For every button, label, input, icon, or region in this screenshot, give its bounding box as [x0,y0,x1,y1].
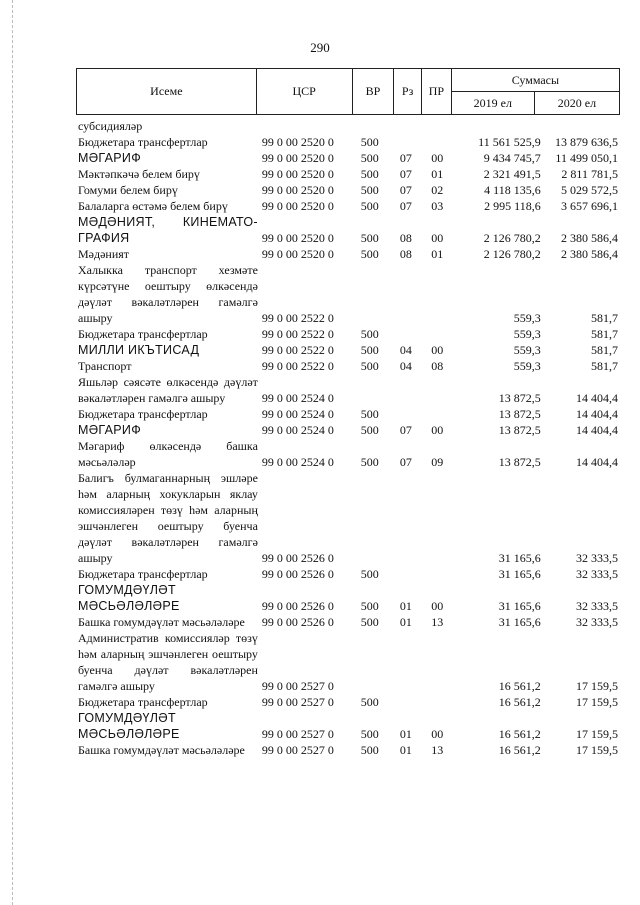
row-vr-code: 500 [360,567,379,581]
row-name: Транспорт [78,359,132,373]
row-sum-2019: 559,3 [513,359,541,373]
table-row [78,614,618,630]
row-sum-2019: 9 434 745,7 [483,151,541,165]
row-name: Башка гомумдәүләт мәсьәләләре [78,743,245,757]
row-vr-code: 500 [360,199,379,213]
table-row [78,710,618,742]
row-pr-code: 00 [431,343,444,357]
row-csr-code: 99 0 00 2526 0 [261,615,334,629]
row-rz-code: 01 [399,599,412,613]
row-name: Мәдәният [78,247,130,261]
header-rz: Рз [394,69,422,115]
row-sum-2019: 2 126 780,2 [483,231,541,245]
row-rz-code: 07 [399,423,412,437]
row-vr-code: 500 [360,167,379,181]
row-sum-2020: 3 657 696,1 [560,199,618,213]
row-rz-code: 08 [399,231,412,245]
row-sum-2019: 2 321 491,5 [483,167,541,181]
row-sum-2019: 16 561,2 [498,743,541,757]
row-vr-code: 500 [360,695,379,709]
row-sum-2020: 581,7 [590,327,618,341]
row-vr-code: 500 [360,247,379,261]
row-pr-code: 01 [431,247,444,261]
row-pr-code: 13 [431,743,444,757]
row-csr-code: 99 0 00 2522 0 [261,327,334,341]
table-row [78,214,618,246]
row-sum-2019: 13 872,5 [498,391,541,405]
row-sum-2020: 14 404,4 [575,455,618,469]
header-csr: ЦСР [256,69,352,115]
row-vr-code: 500 [360,151,379,165]
row-vr-code: 500 [360,407,379,421]
row-csr-code: 99 0 00 2522 0 [261,311,334,325]
table-row [78,566,618,582]
table-row [78,150,618,166]
row-csr-code: 99 0 00 2526 0 [261,599,334,613]
header-vr: ВР [352,69,394,115]
row-name: Бюджетара трансфертлар [78,407,208,421]
row-pr-code: 00 [431,231,444,245]
row-vr-code: 500 [360,343,379,357]
row-sum-2020: 17 159,5 [575,743,618,757]
row-sum-2020: 32 333,5 [575,599,618,613]
row-sum-2020: 581,7 [590,343,618,357]
row-csr-code: 99 0 00 2527 0 [261,695,334,709]
row-rz-code: 07 [399,455,412,469]
row-rz-code: 07 [399,151,412,165]
row-name: Яшьләр сәясәте өлкәсендә дәүләт вәкаләтләрен гамәлгә ашыру [78,375,258,405]
row-pr-code: 00 [431,599,444,613]
row-name: Гомуми белем бирү [78,183,178,197]
row-name: МИЛЛИ ИКЪТИСАД [78,343,200,357]
table-header [76,68,620,115]
row-pr-code: 03 [431,199,444,213]
row-sum-2020: 2 811 781,5 [561,167,618,181]
table-row [78,246,618,262]
row-rz-code: 01 [399,615,412,629]
row-pr-code: 08 [431,359,444,373]
table-row [78,182,618,198]
row-sum-2019: 16 561,2 [498,727,541,741]
row-csr-code: 99 0 00 2520 0 [261,151,334,165]
row-pr-code: 00 [431,151,444,165]
row-sum-2019: 11 561 525,9 [478,135,541,149]
row-sum-2019: 13 872,5 [498,407,541,421]
row-pr-code: 00 [431,727,444,741]
row-sum-2020: 14 404,4 [575,423,618,437]
row-vr-code: 500 [360,359,379,373]
row-name: Башка гомумдәүләт мәсьәләләре [78,615,245,629]
row-csr-code: 99 0 00 2527 0 [261,727,334,741]
row-name: Бюджетара трансфертлар [78,327,208,341]
table-row [78,742,618,758]
row-sum-2020: 2 380 586,4 [560,231,618,245]
table-row [78,694,618,710]
row-csr-code: 99 0 00 2524 0 [261,407,334,421]
row-name: Мәгариф өлкәсендә башка мәсьәләләр [78,439,258,469]
header-year-2019: 2019 ел [451,92,534,115]
row-sum-2019: 559,3 [513,327,541,341]
page-number: 290 [310,40,330,55]
row-vr-code: 500 [360,743,379,757]
table-row [78,406,618,422]
row-sum-2019: 2 126 780,2 [483,247,541,261]
row-sum-2019: 2 995 118,6 [484,199,541,213]
row-sum-2019: 13 872,5 [498,455,541,469]
row-sum-2020: 17 159,5 [575,727,618,741]
row-csr-code: 99 0 00 2524 0 [261,423,334,437]
row-vr-code: 500 [360,327,379,341]
table-row [78,358,618,374]
row-csr-code: 99 0 00 2520 0 [261,135,334,149]
row-name: ГОМУМДӘҮЛӘТ МӘСЬӘЛӘЛӘРЕ [78,583,180,613]
table-row [78,630,618,694]
row-vr-code: 500 [360,183,379,197]
header-year-2020: 2020 ел [534,92,619,115]
row-sum-2020: 17 159,5 [575,679,618,693]
row-sum-2019: 559,3 [513,343,541,357]
table-row [78,422,618,438]
row-name: МӘГАРИФ [78,151,142,165]
row-sum-2019: 31 165,6 [498,567,541,581]
row-sum-2020: 32 333,5 [575,615,618,629]
row-name: Административ комиссияләр төзү һәм аларның эшчәнлеген оештыру буенча дәүләт вәкаләтләрен гамәлгә ашыру [78,631,258,693]
row-vr-code: 500 [360,135,379,149]
row-sum-2019: 13 872,5 [498,423,541,437]
row-sum-2019: 559,3 [513,311,541,325]
row-name: МӘДӘНИЯТ, КИНЕМАТО-ГРАФИЯ [78,215,258,245]
table-row [78,342,618,358]
row-vr-code: 500 [360,231,379,245]
row-rz-code: 01 [399,727,412,741]
row-csr-code: 99 0 00 2526 0 [261,567,334,581]
row-csr-code: 99 0 00 2524 0 [261,391,334,405]
row-vr-code: 500 [360,727,379,741]
row-sum-2020: 11 499 050,1 [555,151,618,165]
row-name: ГОМУМДӘҮЛӘТ МӘСЬӘЛӘЛӘРЕ [78,711,180,741]
row-csr-code: 99 0 00 2522 0 [261,343,334,357]
row-vr-code: 500 [360,615,379,629]
table-row [78,582,618,614]
row-sum-2019: 31 165,6 [498,551,541,565]
row-sum-2020: 2 380 586,4 [560,247,618,261]
row-sum-2020: 581,7 [590,311,618,325]
row-rz-code: 07 [399,199,412,213]
table-row [78,118,618,134]
header-pr: ПР [421,69,451,115]
row-sum-2020: 32 333,5 [575,567,618,581]
row-sum-2020: 5 029 572,5 [560,183,618,197]
row-csr-code: 99 0 00 2527 0 [261,679,334,693]
row-rz-code: 08 [399,247,412,261]
row-sum-2020: 13 879 636,5 [554,135,618,149]
row-sum-2019: 31 165,6 [498,599,541,613]
row-vr-code: 500 [360,455,379,469]
row-vr-code: 500 [360,423,379,437]
table-row [78,326,618,342]
table-row [78,166,618,182]
table-row [78,134,618,150]
row-name: Бюджетара трансфертлар [78,135,208,149]
row-pr-code: 01 [431,167,444,181]
row-sum-2019: 4 118 135,6 [484,183,541,197]
row-name: Халыкка транспорт хезмәте күрсәтүне оештыру өлкәсендә дәүләт вәкаләтләрен гамәлгә ашыру [78,263,258,325]
table-row [78,262,618,326]
row-csr-code: 99 0 00 2520 0 [261,247,334,261]
row-csr-code: 99 0 00 2526 0 [261,551,334,565]
row-rz-code: 01 [399,743,412,757]
scan-edge-line [12,0,13,905]
table-row [78,198,618,214]
row-sum-2020: 14 404,4 [575,391,618,405]
row-name: Бюджетара трансфертлар [78,695,208,709]
row-rz-code: 04 [399,359,412,373]
row-sum-2020: 14 404,4 [575,407,618,421]
table-row [78,470,618,566]
row-pr-code: 02 [431,183,444,197]
row-pr-code: 13 [431,615,444,629]
row-name: Балигъ булмаганнарның эшләре һәм аларның хокукларын яклау комиссияләрен төзү һәм аларның эшчәнлеген оештыру буенча дәүләт вәкаләтләрен гамәлгә ашыру [78,471,258,565]
row-sum-2019: 16 561,2 [498,679,541,693]
table-row [78,374,618,406]
row-sum-2019: 31 165,6 [498,615,541,629]
row-name: Бюджетара трансфертлар [78,567,208,581]
table-body [78,118,618,758]
row-sum-2019: 16 561,2 [498,695,541,709]
row-csr-code: 99 0 00 2524 0 [261,455,334,469]
row-vr-code: 500 [360,599,379,613]
row-pr-code: 00 [431,423,444,437]
header-sums: Суммасы [451,69,619,92]
row-name: субсидияләр [78,119,143,133]
header-name: Исеме [77,69,257,115]
row-csr-code: 99 0 00 2520 0 [261,167,334,181]
row-rz-code: 07 [399,167,412,181]
row-name: МӘГАРИФ [78,423,142,437]
row-csr-code: 99 0 00 2522 0 [261,359,334,373]
row-rz-code: 07 [399,183,412,197]
row-name: Мәктәпкәчә белем бирү [78,167,200,181]
row-name: Балаларга өстәмә белем бирү [78,199,228,213]
table-row [78,438,618,470]
row-rz-code: 04 [399,343,412,357]
row-pr-code: 09 [431,455,444,469]
row-csr-code: 99 0 00 2520 0 [261,199,334,213]
row-sum-2020: 581,7 [590,359,618,373]
row-sum-2020: 17 159,5 [575,695,618,709]
row-sum-2020: 32 333,5 [575,551,618,565]
row-csr-code: 99 0 00 2520 0 [261,183,334,197]
row-csr-code: 99 0 00 2527 0 [261,743,334,757]
row-csr-code: 99 0 00 2520 0 [261,231,334,245]
